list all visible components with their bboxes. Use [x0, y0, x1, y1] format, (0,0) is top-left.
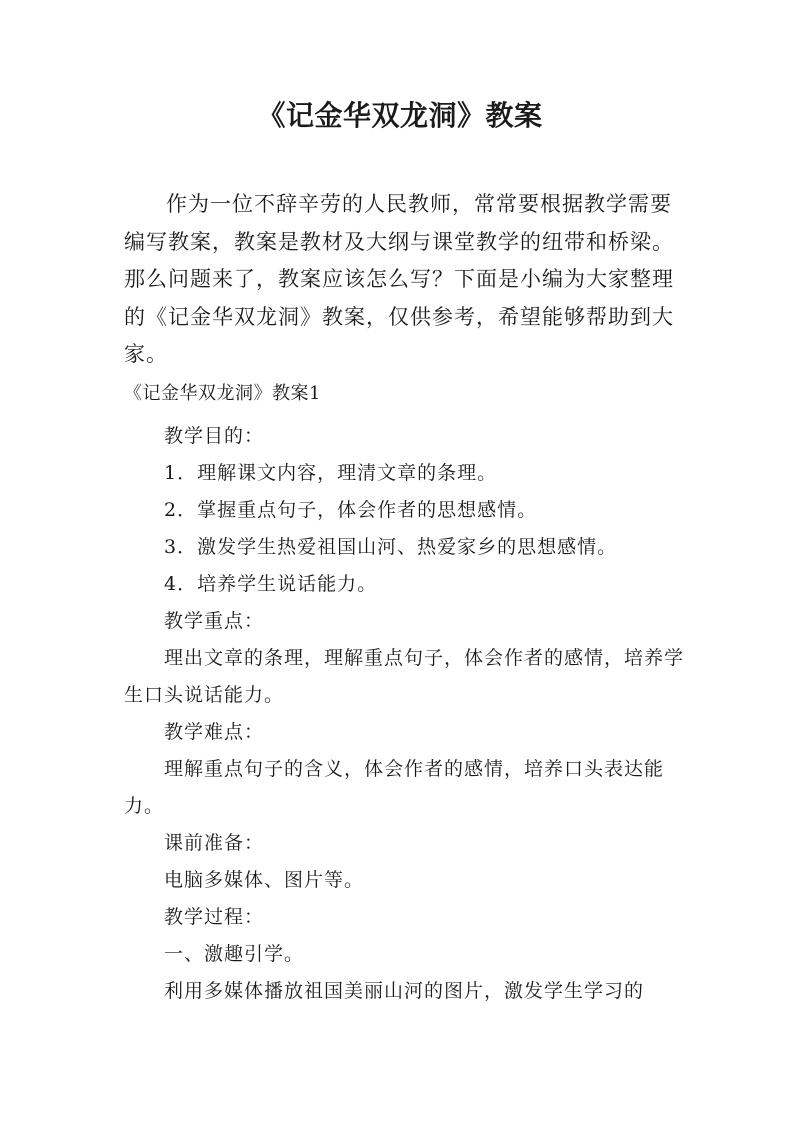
body-line-difficulties: 理解重点句子的含义，体会作者的感情，培养口头表达能力。 — [124, 758, 665, 817]
body-line-preparation-label: 课前准备： — [164, 832, 265, 854]
body-line-objective-2: 2．掌握重点句子，体会作者的思想感情。 — [164, 499, 538, 521]
body-line-difficulties-label: 教学难点： — [164, 721, 265, 743]
body-line-objective-1: 1．理解课文内容，理清文章的条理。 — [164, 462, 498, 484]
body-line-objective-3: 3．激发学生热爱祖国山河、热爱家乡的思想感情。 — [164, 536, 618, 558]
page-title: 《记金华双龙洞》教案 — [257, 99, 543, 132]
section-heading: 《记金华双龙洞》教案1 — [124, 383, 321, 404]
body-line-key-points-label: 教学重点： — [164, 610, 265, 632]
body-line-step-1-text: 利用多媒体播放祖国美丽山河的图片，激发学生学习的 — [164, 980, 645, 1002]
body-line-objective-4: 4．培养学生说话能力。 — [164, 573, 378, 595]
body-line-key-points: 理出文章的条理，理解重点句子，体会作者的感情，培养学生口头说话能力。 — [124, 647, 685, 706]
body-line-step-1: 一、激趣引学。 — [164, 943, 305, 965]
intro-paragraph: 作为一位不辞辛劳的人民教师，常常要根据教学需要编写教案，教案是教材及大纲与课堂教学的纽带和桥梁。那么问题来了，教案应该怎么写？下面是小编为大家整理的《记金华双龙洞》教案，仅供参考，希望能够帮助到大家。 — [124, 192, 674, 366]
body-line-preparation: 电脑多媒体、图片等。 — [164, 869, 365, 891]
body-line-objectives-label: 教学目的： — [164, 425, 265, 447]
body-line-process-label: 教学过程： — [164, 906, 265, 928]
